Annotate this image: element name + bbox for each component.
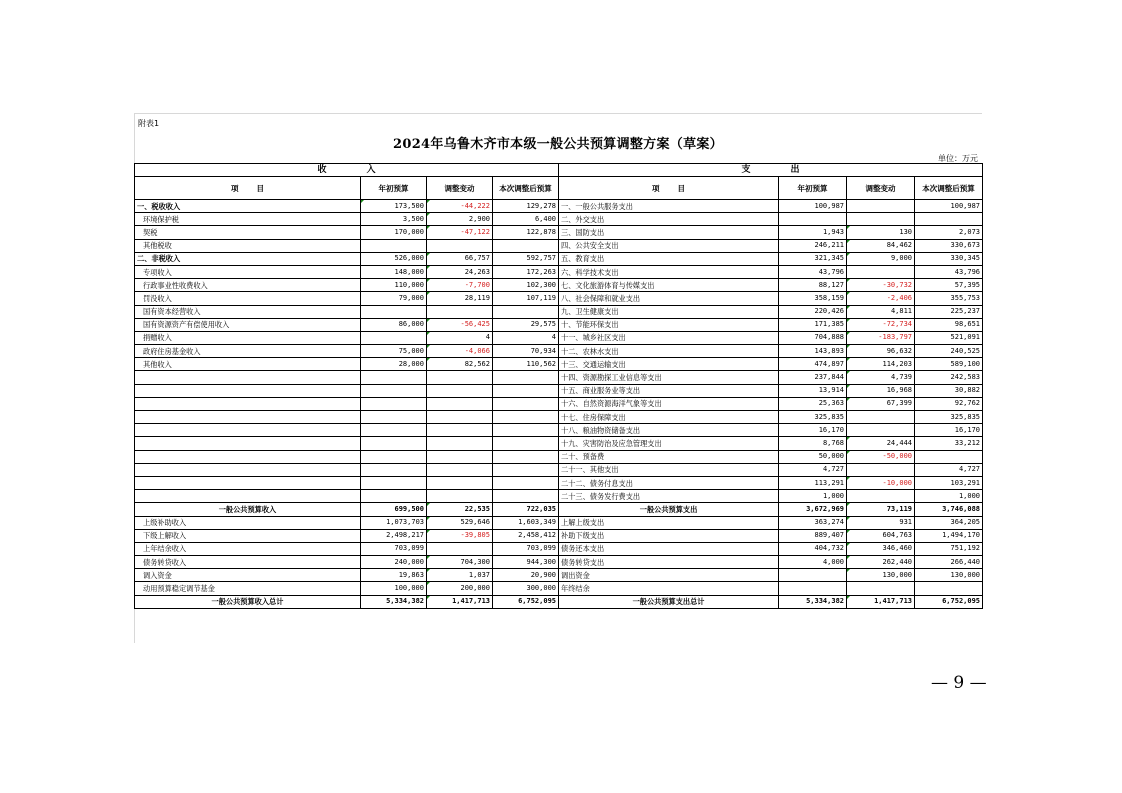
expenditure-initial-cell: 43,796 xyxy=(779,265,847,278)
expenditure-initial-cell: 404,732 xyxy=(779,542,847,555)
expenditure-initial-cell: 889,407 xyxy=(779,529,847,542)
expenditure-adjustment-cell: 96,632 xyxy=(847,345,915,358)
expenditure-adjustment-cell: 67,399 xyxy=(847,397,915,410)
income-item-cell: 二、非税收入 xyxy=(135,252,361,265)
expenditure-adjusted-cell: 100,987 xyxy=(915,200,983,213)
expenditure-initial-cell: 171,385 xyxy=(779,318,847,331)
income-initial-cell: 28,000 xyxy=(361,358,427,371)
income-adjusted-cell: 129,278 xyxy=(493,200,559,213)
income-adjustment-cell xyxy=(427,239,493,252)
income-initial-cell xyxy=(361,490,427,503)
income-adjustment-cell xyxy=(427,384,493,397)
table-row xyxy=(135,226,983,239)
expenditure-item-cell: 一、一般公共服务支出 xyxy=(559,200,779,213)
expenditure-item-cell: 七、文化旅游体育与传媒支出 xyxy=(559,279,779,292)
expenditure-adjustment-cell: 4,811 xyxy=(847,305,915,318)
income-adjusted-cell: 592,757 xyxy=(493,252,559,265)
expenditure-item-cell: 调出资金 xyxy=(559,569,779,582)
income-initial-cell: 173,500 xyxy=(361,200,427,213)
expenditure-item-cell: 十五、商业服务业等支出 xyxy=(559,384,779,397)
budget-sheet xyxy=(134,113,982,643)
expenditure-adjustment-cell: 84,462 xyxy=(847,239,915,252)
income-item-cell xyxy=(135,463,361,476)
page-title: 2024年乌鲁木齐市本级一般公共预算调整方案（草案） xyxy=(393,137,723,152)
income-adjustment-cell xyxy=(427,411,493,424)
expenditure-adjusted-cell: 240,525 xyxy=(915,345,983,358)
income-adjustment-cell: -39,805 xyxy=(427,529,493,542)
income-item-cell xyxy=(135,411,361,424)
income-initial-cell xyxy=(361,239,427,252)
expenditure-item-cell: 一般公共预算支出总计 xyxy=(559,595,779,608)
table-row xyxy=(135,450,983,463)
income-adjusted-cell: 29,575 xyxy=(493,318,559,331)
income-adjusted-cell xyxy=(493,397,559,410)
expenditure-adjustment-cell: 73,119 xyxy=(847,503,915,516)
income-adjustment-cell: 22,535 xyxy=(427,503,493,516)
income-initial-cell: 699,500 xyxy=(361,503,427,516)
expenditure-adjustment-cell: -10,000 xyxy=(847,476,915,489)
expenditure-adjustment-cell: 4,739 xyxy=(847,371,915,384)
income-adjusted-cell: 107,119 xyxy=(493,292,559,305)
income-initial-cell xyxy=(361,371,427,384)
expenditure-initial-cell: 363,274 xyxy=(779,516,847,529)
income-item-cell xyxy=(135,424,361,437)
expenditure-adjustment-cell: 16,968 xyxy=(847,384,915,397)
income-adjusted-cell xyxy=(493,450,559,463)
expenditure-adjusted-cell: 6,752,095 xyxy=(915,595,983,608)
income-adjustment-cell: 529,646 xyxy=(427,516,493,529)
income-adjustment-cell: -7,700 xyxy=(427,279,493,292)
expenditure-adjusted-cell: 325,835 xyxy=(915,411,983,424)
expenditure-adjusted-cell: 103,291 xyxy=(915,476,983,489)
expenditure-item-cell: 八、社会保障和就业支出 xyxy=(559,292,779,305)
table-row xyxy=(135,476,983,489)
income-adjustment-cell xyxy=(427,542,493,555)
expenditure-adjusted-cell: 33,212 xyxy=(915,437,983,450)
table-row xyxy=(135,424,983,437)
expenditure-adjusted-cell: 751,192 xyxy=(915,542,983,555)
income-adjusted-cell: 944,300 xyxy=(493,556,559,569)
income-initial-cell: 170,000 xyxy=(361,226,427,239)
expenditure-item-cell: 十四、资源勘探工业信息等支出 xyxy=(559,371,779,384)
income-initial-cell xyxy=(361,411,427,424)
income-initial-cell xyxy=(361,437,427,450)
expenditure-item-cell: 十八、粮油物资储备支出 xyxy=(559,424,779,437)
income-adjusted-cell: 4 xyxy=(493,331,559,344)
expenditure-adjusted-cell: 1,000 xyxy=(915,490,983,503)
income-adjusted-cell xyxy=(493,424,559,437)
expenditure-adjusted-cell: 330,673 xyxy=(915,239,983,252)
expenditure-adjustment-cell xyxy=(847,424,915,437)
income-item-cell: 捐赠收入 xyxy=(135,331,361,344)
income-adjustment-cell: -56,425 xyxy=(427,318,493,331)
table-row xyxy=(135,397,983,410)
expenditure-adjustment-cell: -72,734 xyxy=(847,318,915,331)
expenditure-adjustment-cell: 346,460 xyxy=(847,542,915,555)
expenditure-initial-cell: 100,987 xyxy=(779,200,847,213)
income-initial-cell xyxy=(361,476,427,489)
income-initial-cell: 3,500 xyxy=(361,213,427,226)
income-item-cell: 一般公共预算收入 xyxy=(135,503,361,516)
expenditure-initial-cell: 358,159 xyxy=(779,292,847,305)
table-row xyxy=(135,265,983,278)
expenditure-adjustment-cell: -183,797 xyxy=(847,331,915,344)
table-body xyxy=(135,164,983,609)
income-item-cell xyxy=(135,450,361,463)
income-adjusted-cell: 1,603,349 xyxy=(493,516,559,529)
expenditure-adjustment-cell: -30,732 xyxy=(847,279,915,292)
income-adjusted-cell: 2,458,412 xyxy=(493,529,559,542)
expenditure-adjustment-cell xyxy=(847,490,915,503)
expenditure-initial-cell: 704,888 xyxy=(779,331,847,344)
income-adjustment-cell: 24,263 xyxy=(427,265,493,278)
column-header-row xyxy=(135,177,983,200)
table-row xyxy=(135,200,983,213)
page-number: — 9 — xyxy=(931,673,987,693)
transfer-row xyxy=(135,529,983,542)
income-item-cell: 债务转贷收入 xyxy=(135,556,361,569)
expenditure-item-cell: 二十、预备费 xyxy=(559,450,779,463)
table-row xyxy=(135,239,983,252)
expenditure-adjusted-cell: 130,000 xyxy=(915,569,983,582)
expenditure-item-cell: 十六、自然资源海洋气象等支出 xyxy=(559,397,779,410)
expenditure-adjusted-cell: 364,205 xyxy=(915,516,983,529)
expenditure-item-cell: 十九、灾害防治及应急管理支出 xyxy=(559,437,779,450)
income-item-cell: 下级上解收入 xyxy=(135,529,361,542)
income-item-cell: 上年结余收入 xyxy=(135,542,361,555)
income-initial-header: 年初预算 xyxy=(361,177,427,200)
expenditure-adjusted-cell: 30,882 xyxy=(915,384,983,397)
income-initial-cell xyxy=(361,450,427,463)
grand-total-row xyxy=(135,595,983,608)
income-item-cell: 契税 xyxy=(135,226,361,239)
income-item-cell: 政府住房基金收入 xyxy=(135,345,361,358)
income-initial-cell: 86,000 xyxy=(361,318,427,331)
expenditure-initial-cell: 88,127 xyxy=(779,279,847,292)
income-adjusted-cell: 722,035 xyxy=(493,503,559,516)
expenditure-section-header: 支出 xyxy=(559,164,983,177)
table-row xyxy=(135,345,983,358)
expenditure-item-cell: 三、国防支出 xyxy=(559,226,779,239)
income-adjustment-cell xyxy=(427,450,493,463)
table-row xyxy=(135,371,983,384)
expenditure-adjusted-cell: 92,762 xyxy=(915,397,983,410)
income-item-cell: 环境保护税 xyxy=(135,213,361,226)
transfer-row xyxy=(135,569,983,582)
expenditure-adjustment-cell: 1,417,713 xyxy=(847,595,915,608)
income-item-cell xyxy=(135,397,361,410)
income-initial-cell xyxy=(361,463,427,476)
income-adjusted-cell xyxy=(493,239,559,252)
expenditure-initial-cell xyxy=(779,582,847,595)
income-item-cell: 一般公共预算收入总计 xyxy=(135,595,361,608)
expenditure-adjustment-cell: 114,203 xyxy=(847,358,915,371)
table-row xyxy=(135,279,983,292)
income-item-cell: 罚没收入 xyxy=(135,292,361,305)
income-item-cell: 一、税收收入 xyxy=(135,200,361,213)
income-initial-cell: 19,863 xyxy=(361,569,427,582)
expenditure-item-cell: 年终结余 xyxy=(559,582,779,595)
expenditure-adjusted-cell: 4,727 xyxy=(915,463,983,476)
income-adjusted-cell: 102,300 xyxy=(493,279,559,292)
income-initial-cell xyxy=(361,331,427,344)
income-adjustment-cell: 1,417,713 xyxy=(427,595,493,608)
expenditure-adjusted-cell: 521,091 xyxy=(915,331,983,344)
income-item-cell: 动用预算稳定调节基金 xyxy=(135,582,361,595)
income-initial-cell: 526,000 xyxy=(361,252,427,265)
income-adjustment-cell: 4 xyxy=(427,331,493,344)
transfer-row xyxy=(135,516,983,529)
expenditure-adjusted-cell xyxy=(915,213,983,226)
expenditure-item-cell: 九、卫生健康支出 xyxy=(559,305,779,318)
income-initial-cell xyxy=(361,384,427,397)
table-row xyxy=(135,252,983,265)
income-adjustment-cell xyxy=(427,424,493,437)
table-row xyxy=(135,490,983,503)
income-item-header: 项目 xyxy=(135,177,361,200)
budget-table xyxy=(134,163,983,609)
expenditure-initial-cell: 5,334,382 xyxy=(779,595,847,608)
income-adjusted-cell: 122,878 xyxy=(493,226,559,239)
income-adjusted-cell xyxy=(493,384,559,397)
income-adjustment-cell xyxy=(427,463,493,476)
expenditure-item-cell: 二十一、其他支出 xyxy=(559,463,779,476)
income-adjustment-cell xyxy=(427,437,493,450)
table-row xyxy=(135,358,983,371)
expenditure-initial-cell: 1,943 xyxy=(779,226,847,239)
income-item-cell: 上级补助收入 xyxy=(135,516,361,529)
income-initial-cell: 75,000 xyxy=(361,345,427,358)
income-adjustment-cell: 66,757 xyxy=(427,252,493,265)
expenditure-adjustment-cell xyxy=(847,582,915,595)
expenditure-initial-cell: 1,000 xyxy=(779,490,847,503)
expenditure-adjusted-cell xyxy=(915,450,983,463)
expenditure-initial-cell: 321,345 xyxy=(779,252,847,265)
income-item-cell xyxy=(135,437,361,450)
expenditure-item-cell: 二、外交支出 xyxy=(559,213,779,226)
income-adjustment-cell: 704,300 xyxy=(427,556,493,569)
expenditure-initial-cell: 4,727 xyxy=(779,463,847,476)
income-initial-cell: 79,000 xyxy=(361,292,427,305)
expenditure-item-cell: 二十三、债务发行费支出 xyxy=(559,490,779,503)
expenditure-item-cell: 十、节能环保支出 xyxy=(559,318,779,331)
expenditure-adjustment-cell xyxy=(847,265,915,278)
unit-label: 单位：万元 xyxy=(938,154,978,163)
income-initial-cell: 1,073,703 xyxy=(361,516,427,529)
expenditure-adjusted-cell: 2,073 xyxy=(915,226,983,239)
income-adjustment-cell: 82,562 xyxy=(427,358,493,371)
income-adjusted-cell xyxy=(493,463,559,476)
expenditure-initial-cell: 237,844 xyxy=(779,371,847,384)
expenditure-adjusted-cell: 589,100 xyxy=(915,358,983,371)
expenditure-adjusted-cell: 266,440 xyxy=(915,556,983,569)
table-row xyxy=(135,305,983,318)
income-adjusted-cell xyxy=(493,490,559,503)
table-row xyxy=(135,463,983,476)
expenditure-adjusted-cell xyxy=(915,582,983,595)
income-initial-cell: 240,000 xyxy=(361,556,427,569)
expenditure-initial-header: 年初预算 xyxy=(779,177,847,200)
transfer-row xyxy=(135,556,983,569)
expenditure-item-cell: 四、公共安全支出 xyxy=(559,239,779,252)
expenditure-adjustment-cell: 262,440 xyxy=(847,556,915,569)
table-row xyxy=(135,318,983,331)
expenditure-item-cell: 债务转贷支出 xyxy=(559,556,779,569)
expenditure-adjusted-cell: 3,746,088 xyxy=(915,503,983,516)
income-adjustment-cell xyxy=(427,490,493,503)
expenditure-item-cell: 五、教育支出 xyxy=(559,252,779,265)
expenditure-initial-cell: 220,426 xyxy=(779,305,847,318)
income-initial-cell: 703,099 xyxy=(361,542,427,555)
income-adjusted-cell: 172,263 xyxy=(493,265,559,278)
income-adjusted-cell: 300,000 xyxy=(493,582,559,595)
income-item-cell xyxy=(135,476,361,489)
income-adjustment-cell xyxy=(427,476,493,489)
section-header-row xyxy=(135,164,983,177)
income-adjustment-cell: -47,122 xyxy=(427,226,493,239)
expenditure-adjusted-cell: 98,651 xyxy=(915,318,983,331)
expenditure-adjusted-cell: 242,583 xyxy=(915,371,983,384)
expenditure-adjustment-cell: 604,763 xyxy=(847,529,915,542)
expenditure-item-cell: 上解上级支出 xyxy=(559,516,779,529)
table-row xyxy=(135,331,983,344)
table-row xyxy=(135,437,983,450)
sheet-top-border xyxy=(134,113,982,114)
income-initial-cell: 2,498,217 xyxy=(361,529,427,542)
income-adjustment-cell: -44,222 xyxy=(427,200,493,213)
income-adjustment-cell: 28,119 xyxy=(427,292,493,305)
expenditure-adjusted-cell: 225,237 xyxy=(915,305,983,318)
expenditure-initial-cell xyxy=(779,569,847,582)
income-section-header: 收入 xyxy=(135,164,559,177)
income-adjusted-cell xyxy=(493,476,559,489)
expenditure-initial-cell: 3,672,969 xyxy=(779,503,847,516)
attachment-label: 附表1 xyxy=(138,119,160,128)
subtotal-row xyxy=(135,503,983,516)
expenditure-adjustment-header: 调整变动 xyxy=(847,177,915,200)
expenditure-item-cell: 债务还本支出 xyxy=(559,542,779,555)
income-adjustment-header: 调整变动 xyxy=(427,177,493,200)
expenditure-item-cell: 十一、城乡社区支出 xyxy=(559,331,779,344)
income-adjusted-header: 本次调整后预算 xyxy=(493,177,559,200)
income-item-cell xyxy=(135,384,361,397)
expenditure-adjusted-header: 本次调整后预算 xyxy=(915,177,983,200)
income-initial-cell xyxy=(361,305,427,318)
income-initial-cell xyxy=(361,397,427,410)
expenditure-initial-cell: 474,897 xyxy=(779,358,847,371)
income-initial-cell: 5,334,382 xyxy=(361,595,427,608)
expenditure-adjustment-cell: -50,000 xyxy=(847,450,915,463)
income-adjusted-cell xyxy=(493,305,559,318)
expenditure-initial-cell: 8,768 xyxy=(779,437,847,450)
expenditure-adjusted-cell: 57,395 xyxy=(915,279,983,292)
table-row xyxy=(135,213,983,226)
income-adjusted-cell xyxy=(493,437,559,450)
expenditure-item-cell: 十七、住房保障支出 xyxy=(559,411,779,424)
expenditure-adjustment-cell: 24,444 xyxy=(847,437,915,450)
expenditure-adjusted-cell: 16,170 xyxy=(915,424,983,437)
transfer-row xyxy=(135,542,983,555)
expenditure-adjustment-cell xyxy=(847,200,915,213)
expenditure-adjustment-cell xyxy=(847,463,915,476)
expenditure-adjusted-cell: 43,796 xyxy=(915,265,983,278)
income-adjusted-cell: 20,900 xyxy=(493,569,559,582)
expenditure-adjustment-cell: 130,000 xyxy=(847,569,915,582)
expenditure-initial-cell: 325,835 xyxy=(779,411,847,424)
expenditure-adjusted-cell: 1,494,170 xyxy=(915,529,983,542)
expenditure-item-cell: 十二、农林水支出 xyxy=(559,345,779,358)
expenditure-initial-cell: 246,211 xyxy=(779,239,847,252)
income-item-cell: 行政事业性收费收入 xyxy=(135,279,361,292)
income-item-cell: 国有资本经营收入 xyxy=(135,305,361,318)
expenditure-item-cell: 十三、交通运输支出 xyxy=(559,358,779,371)
expenditure-initial-cell xyxy=(779,213,847,226)
income-adjusted-cell: 6,400 xyxy=(493,213,559,226)
expenditure-initial-cell: 13,914 xyxy=(779,384,847,397)
expenditure-initial-cell: 25,363 xyxy=(779,397,847,410)
income-adjustment-cell xyxy=(427,397,493,410)
income-item-cell: 国有资源资产有偿使用收入 xyxy=(135,318,361,331)
expenditure-initial-cell: 16,170 xyxy=(779,424,847,437)
income-item-cell: 专项收入 xyxy=(135,265,361,278)
expenditure-item-cell: 六、科学技术支出 xyxy=(559,265,779,278)
income-adjustment-cell: 2,900 xyxy=(427,213,493,226)
income-item-cell: 调入资金 xyxy=(135,569,361,582)
income-initial-cell: 110,000 xyxy=(361,279,427,292)
income-item-cell: 其他税收 xyxy=(135,239,361,252)
table-row xyxy=(135,411,983,424)
expenditure-initial-cell: 113,291 xyxy=(779,476,847,489)
table-row xyxy=(135,384,983,397)
income-adjustment-cell: -4,066 xyxy=(427,345,493,358)
income-adjustment-cell: 200,000 xyxy=(427,582,493,595)
expenditure-initial-cell: 143,893 xyxy=(779,345,847,358)
expenditure-adjusted-cell: 330,345 xyxy=(915,252,983,265)
income-adjustment-cell xyxy=(427,371,493,384)
income-adjusted-cell: 703,099 xyxy=(493,542,559,555)
expenditure-adjustment-cell: -2,406 xyxy=(847,292,915,305)
income-item-cell xyxy=(135,490,361,503)
income-initial-cell: 100,000 xyxy=(361,582,427,595)
expenditure-item-cell: 一般公共预算支出 xyxy=(559,503,779,516)
income-adjusted-cell: 70,934 xyxy=(493,345,559,358)
expenditure-adjustment-cell: 931 xyxy=(847,516,915,529)
expenditure-adjusted-cell: 355,753 xyxy=(915,292,983,305)
income-adjusted-cell xyxy=(493,371,559,384)
income-adjustment-cell: 1,037 xyxy=(427,569,493,582)
transfer-row xyxy=(135,582,983,595)
income-initial-cell xyxy=(361,424,427,437)
expenditure-adjustment-cell: 130 xyxy=(847,226,915,239)
expenditure-item-cell: 补助下级支出 xyxy=(559,529,779,542)
expenditure-initial-cell: 50,000 xyxy=(779,450,847,463)
income-adjusted-cell xyxy=(493,411,559,424)
income-item-cell: 其他收入 xyxy=(135,358,361,371)
expenditure-initial-cell: 4,000 xyxy=(779,556,847,569)
income-initial-cell: 148,000 xyxy=(361,265,427,278)
expenditure-adjustment-cell: 9,000 xyxy=(847,252,915,265)
expenditure-adjustment-cell xyxy=(847,213,915,226)
income-adjusted-cell: 6,752,095 xyxy=(493,595,559,608)
expenditure-item-header: 项目 xyxy=(559,177,779,200)
expenditure-adjustment-cell xyxy=(847,411,915,424)
income-adjustment-cell xyxy=(427,305,493,318)
income-item-cell xyxy=(135,371,361,384)
expenditure-item-cell: 二十二、债务付息支出 xyxy=(559,476,779,489)
income-adjusted-cell: 110,562 xyxy=(493,358,559,371)
table-row xyxy=(135,292,983,305)
